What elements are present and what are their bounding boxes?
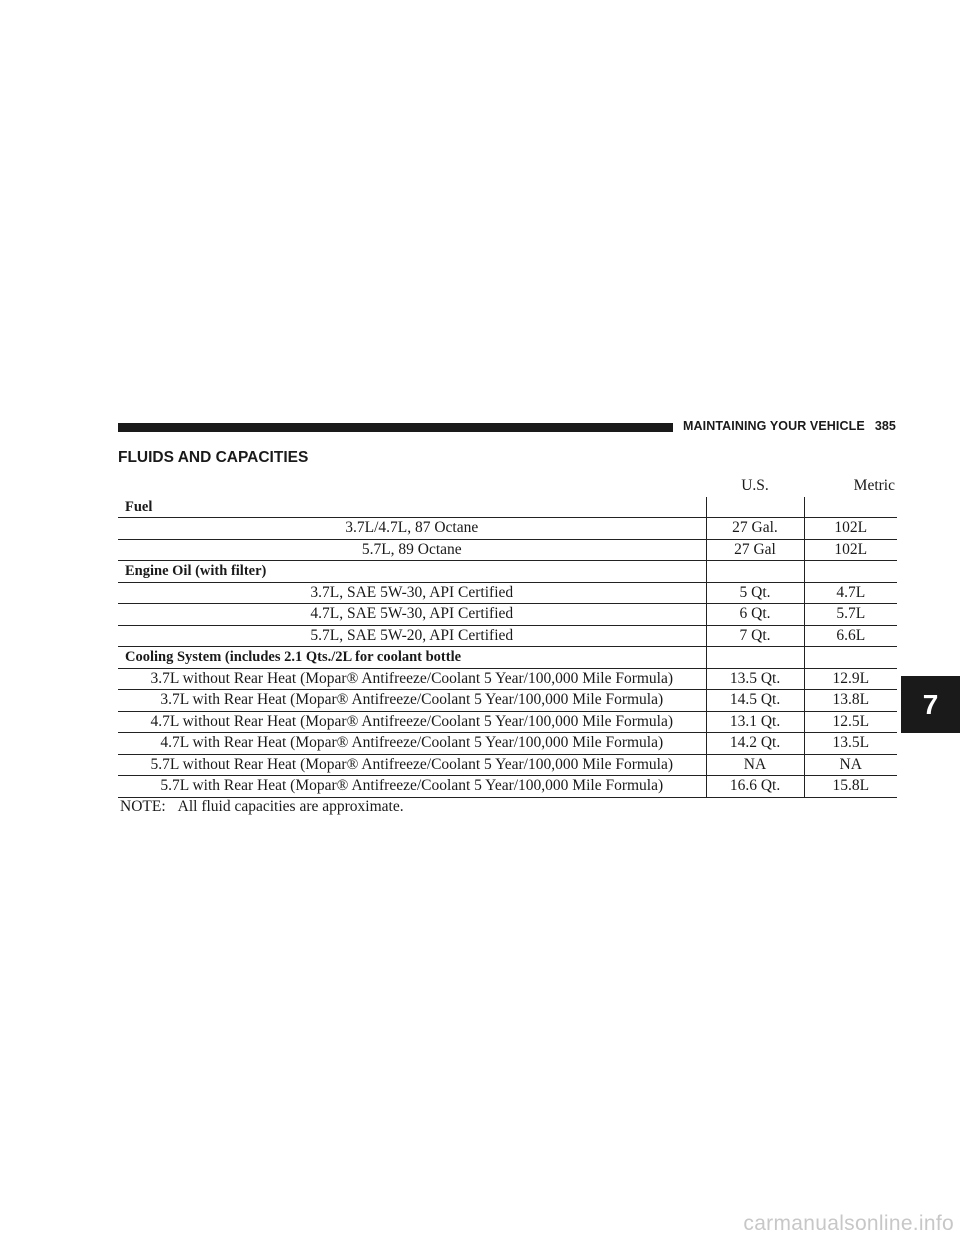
header-rule (118, 423, 673, 432)
running-header (683, 419, 896, 433)
row-description: 3.7L, SAE 5W-30, API Certified (118, 582, 706, 604)
row-metric-value: 5.7L (804, 604, 897, 626)
row-us-value: 6 Qt. (706, 604, 804, 626)
table-header-row (118, 476, 897, 497)
row-metric-value: NA (804, 754, 897, 776)
row-description: 4.7L, SAE 5W-30, API Certified (118, 604, 706, 626)
row-description: 5.7L, SAE 5W-20, API Certified (118, 625, 706, 647)
table-row (118, 754, 897, 776)
empty-cell (804, 561, 897, 583)
row-description: 4.7L with Rear Heat (Mopar® Antifreeze/Coolant 5 Year/100,000 Mile Formula) (118, 733, 706, 755)
row-us-value: 13.5 Qt. (706, 668, 804, 690)
section-title: FLUIDS AND CAPACITIES (118, 449, 309, 466)
row-us-value: 27 Gal (706, 539, 804, 561)
empty-cell (804, 497, 897, 518)
empty-cell (706, 561, 804, 583)
row-us-value: 5 Qt. (706, 582, 804, 604)
header-section-title: MAINTAINING YOUR VEHICLE (683, 419, 865, 433)
row-metric-value: 13.8L (804, 690, 897, 712)
note (120, 798, 404, 816)
row-metric-value: 102L (804, 518, 897, 540)
column-header-us: U.S. (741, 477, 769, 494)
row-description: 5.7L, 89 Octane (118, 539, 706, 561)
note-text: All fluid capacities are approximate. (177, 798, 404, 815)
category-label: Fuel (118, 497, 706, 518)
row-us-value: 14.2 Qt. (706, 733, 804, 755)
row-metric-value: 4.7L (804, 582, 897, 604)
row-us-value: 13.1 Qt. (706, 711, 804, 733)
row-description: 5.7L without Rear Heat (Mopar® Antifreeze/Coolant 5 Year/100,000 Mile Formula) (118, 754, 706, 776)
row-us-value: 16.6 Qt. (706, 776, 804, 798)
note-label: NOTE: (120, 798, 166, 815)
row-us-value: 27 Gal. (706, 518, 804, 540)
row-description: 3.7L without Rear Heat (Mopar® Antifreeze/Coolant 5 Year/100,000 Mile Formula) (118, 668, 706, 690)
table-row (118, 518, 897, 540)
row-metric-value: 12.5L (804, 711, 897, 733)
category-row (118, 647, 897, 669)
empty-cell (706, 647, 804, 669)
row-description: 4.7L without Rear Heat (Mopar® Antifreeze/Coolant 5 Year/100,000 Mile Formula) (118, 711, 706, 733)
capacities-table (118, 476, 897, 798)
row-us-value: 7 Qt. (706, 625, 804, 647)
table-row (118, 604, 897, 626)
table-row (118, 539, 897, 561)
row-description: 3.7L/4.7L, 87 Octane (118, 518, 706, 540)
category-row (118, 497, 897, 518)
row-us-value: 14.5 Qt. (706, 690, 804, 712)
row-metric-value: 15.8L (804, 776, 897, 798)
category-label: Cooling System (includes 2.1 Qts./2L for coolant bottle (118, 647, 706, 669)
page-number: 385 (874, 419, 896, 433)
category-label: Engine Oil (with filter) (118, 561, 706, 583)
row-us-value: NA (706, 754, 804, 776)
table-row (118, 625, 897, 647)
table-row (118, 668, 897, 690)
watermark: carmanualsonline.info (743, 1212, 954, 1235)
column-header-metric: Metric (853, 477, 895, 494)
header-description-cell (118, 476, 706, 497)
table-row (118, 776, 897, 798)
empty-cell (706, 497, 804, 518)
table-row (118, 582, 897, 604)
table-row (118, 690, 897, 712)
table-row (118, 733, 897, 755)
table-row (118, 711, 897, 733)
row-metric-value: 13.5L (804, 733, 897, 755)
category-row (118, 561, 897, 583)
empty-cell (804, 647, 897, 669)
table-body (118, 497, 897, 798)
row-metric-value: 12.9L (804, 668, 897, 690)
row-description: 3.7L with Rear Heat (Mopar® Antifreeze/Coolant 5 Year/100,000 Mile Formula) (118, 690, 706, 712)
chapter-tab-marker: 7 (901, 676, 960, 733)
row-metric-value: 6.6L (804, 625, 897, 647)
row-description: 5.7L with Rear Heat (Mopar® Antifreeze/Coolant 5 Year/100,000 Mile Formula) (118, 776, 706, 798)
row-metric-value: 102L (804, 539, 897, 561)
